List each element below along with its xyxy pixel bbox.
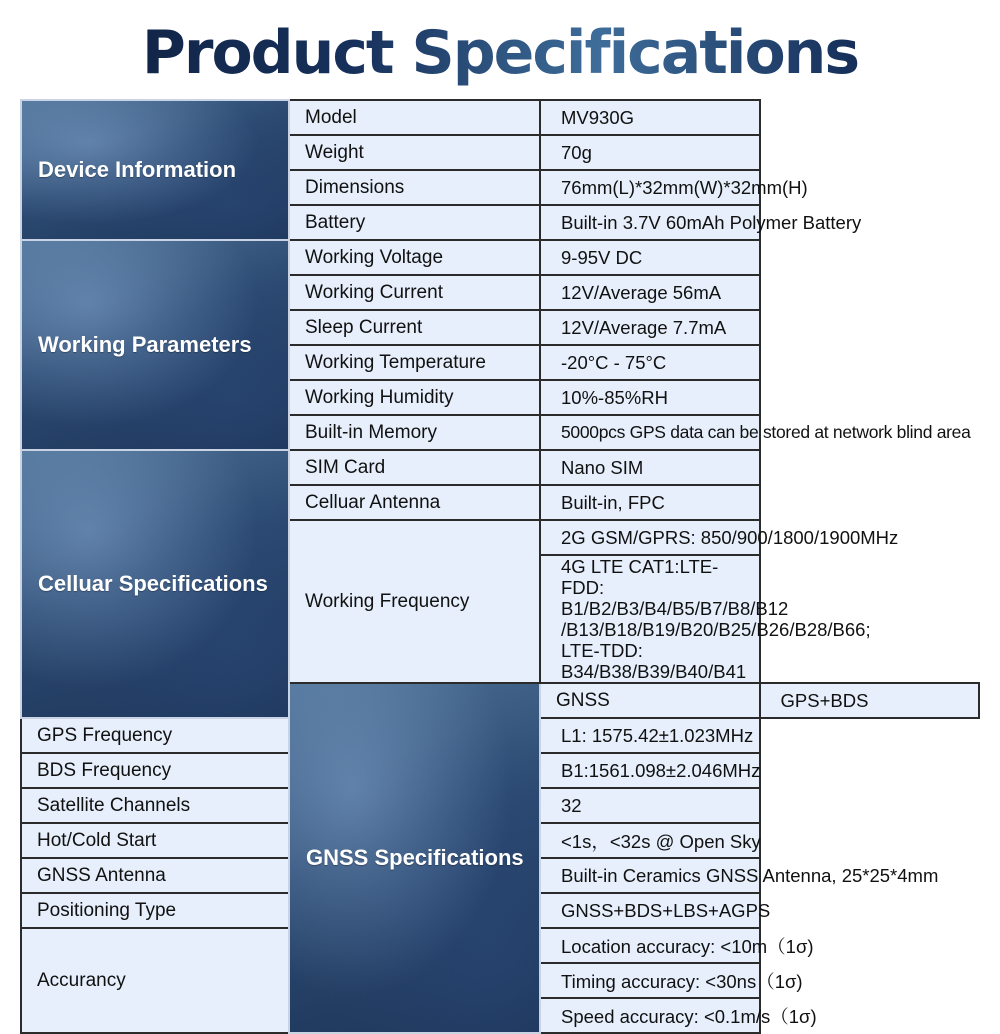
table-row <box>21 450 979 485</box>
spec-label: Working Current <box>289 275 540 310</box>
spec-label: Celluar Antenna <box>289 485 540 520</box>
spec-value-line: 4G LTE CAT1:LTE-FDD: B1/B2/B3/B4/B5/B7/B8/B12 <box>561 556 789 619</box>
spec-value-multiline <box>540 555 871 683</box>
spec-value: 5000pcs GPS data can be stored at network blind area <box>540 415 760 450</box>
spec-value: GNSS+BDS+LBS+AGPS <box>540 893 760 928</box>
spec-value: Timing accuracy: <30ns（1σ) <box>540 963 760 998</box>
spec-value: 12V/Average 56mA <box>540 275 760 310</box>
spec-label: Accurancy <box>21 928 289 1033</box>
table-row <box>21 100 979 135</box>
spec-label: Sleep Current <box>289 310 540 345</box>
spec-label: Working Humidity <box>289 380 540 415</box>
spec-label: GPS Frequency <box>21 718 289 753</box>
spec-label: Model <box>289 100 540 135</box>
spec-label: BDS Frequency <box>21 753 289 788</box>
category-device-information: Device Information <box>21 100 289 240</box>
spec-label: GNSS Antenna <box>21 858 289 893</box>
spec-value: 32 <box>540 788 760 823</box>
spec-label: Working Voltage <box>289 240 540 275</box>
spec-value: L1: 1575.42±1.023MHz <box>540 718 760 753</box>
spec-value: B1:1561.098±2.046MHz <box>540 753 760 788</box>
spec-value: 10%-85%RH <box>540 380 760 415</box>
spec-table <box>20 99 980 1034</box>
spec-label: GNSS <box>540 683 760 718</box>
spec-label: Built-in Memory <box>289 415 540 450</box>
spec-label: Working Temperature <box>289 345 540 380</box>
page-title: Product Specifications <box>0 8 1000 98</box>
spec-value: Nano SIM <box>540 450 760 485</box>
spec-value: <1s，<32s @ Open Sky <box>540 823 760 858</box>
spec-value: Built-in Ceramics GNSS Antenna, 25*25*4mm <box>540 858 760 893</box>
spec-label: Positioning Type <box>21 893 289 928</box>
spec-value: 2G GSM/GPRS: 850/900/1800/1900MHz <box>540 520 760 555</box>
spec-value: MV930G <box>540 100 760 135</box>
spec-value-line: LTE-TDD: B34/B38/B39/B40/B41 <box>561 640 747 682</box>
spec-value: -20°C - 75°C <box>540 345 760 380</box>
spec-label: Working Frequency <box>289 520 540 683</box>
spec-value: 76mm(L)*32mm(W)*32mm(H) <box>540 170 760 205</box>
spec-value: Built-in, FPC <box>540 485 760 520</box>
table-row <box>21 240 979 275</box>
spec-label: Dimensions <box>289 170 540 205</box>
spec-label: SIM Card <box>289 450 540 485</box>
category-gnss-specifications: GNSS Specifications <box>289 683 540 1033</box>
spec-value: GPS+BDS <box>760 683 980 718</box>
spec-value: Location accuracy: <10m（1σ) <box>540 928 760 963</box>
spec-label: Satellite Channels <box>21 788 289 823</box>
category-working-parameters: Working Parameters <box>21 240 289 450</box>
spec-value: 9-95V DC <box>540 240 760 275</box>
spec-value: Speed accuracy: <0.1m/s（1σ) <box>540 998 760 1033</box>
spec-value: Built-in 3.7V 60mAh Polymer Battery <box>540 205 760 240</box>
spec-value: 70g <box>540 135 760 170</box>
spec-value: 12V/Average 7.7mA <box>540 310 760 345</box>
category-celluar-specifications: Celluar Specifications <box>21 450 289 718</box>
spec-label: Battery <box>289 205 540 240</box>
spec-label: Hot/Cold Start <box>21 823 289 858</box>
spec-value-line: /B13/B18/B19/B20/B25/B26/B28/B66; <box>561 619 871 640</box>
spec-label: Weight <box>289 135 540 170</box>
